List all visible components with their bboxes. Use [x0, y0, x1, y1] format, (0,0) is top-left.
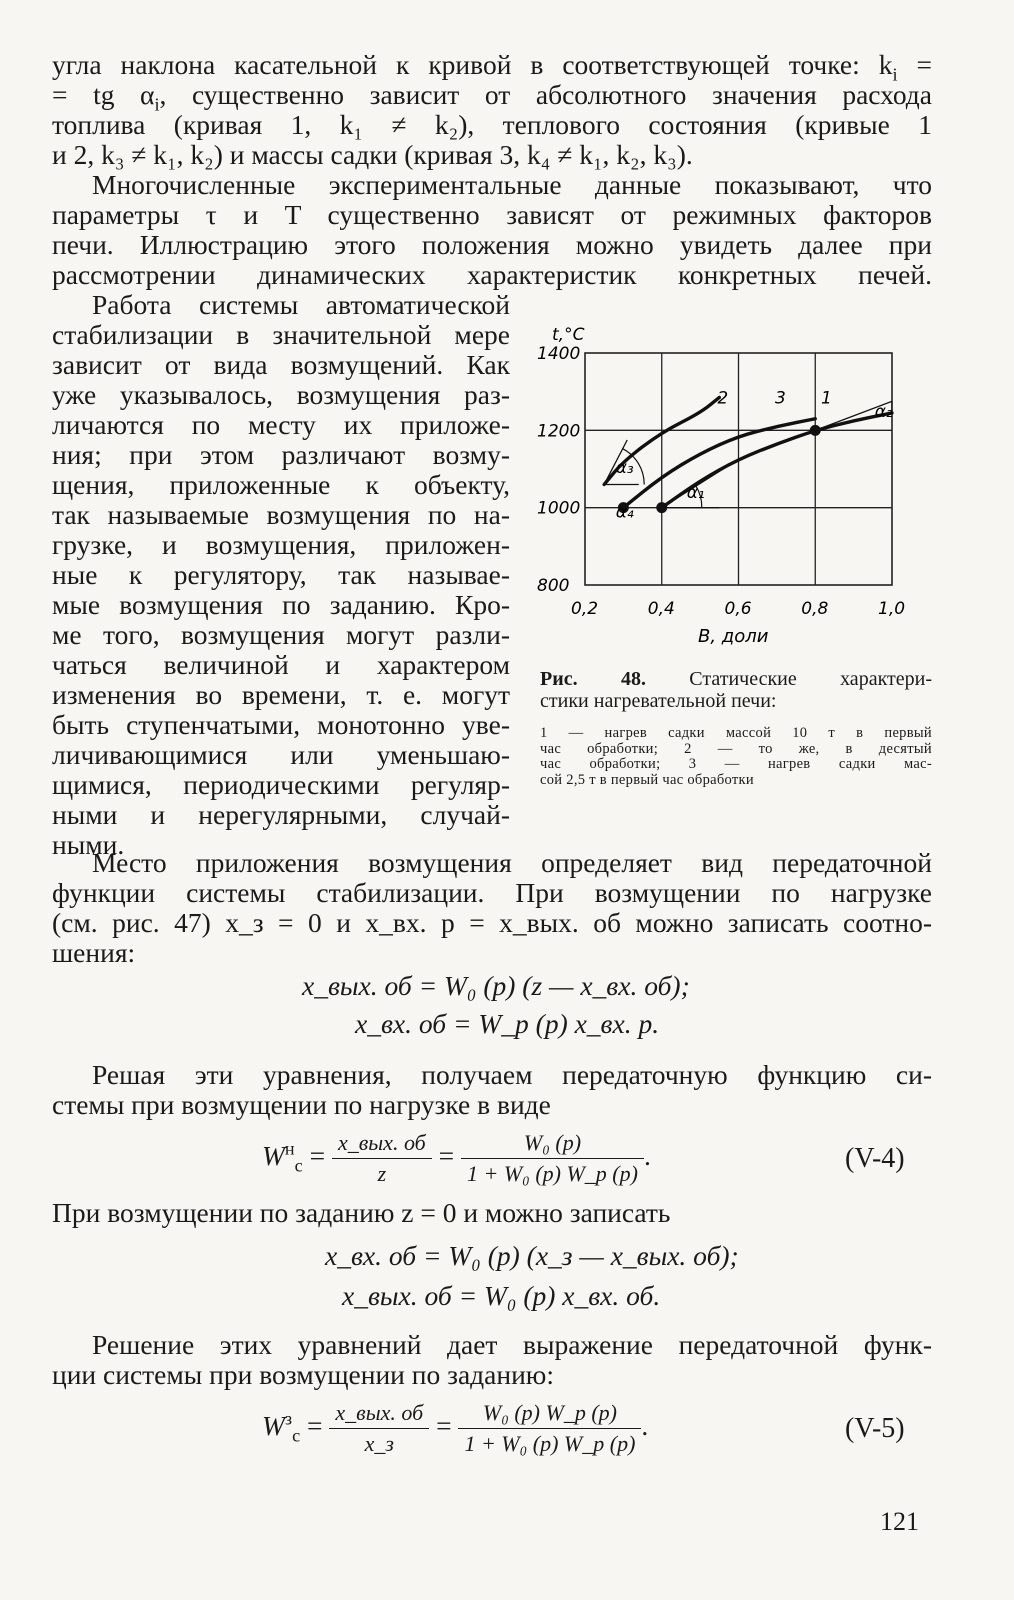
operating-point	[810, 425, 821, 436]
caption-line: Рис. 48. Статические характери-	[540, 668, 932, 690]
fraction: $\frac{\text{W₀ (p) W\_р (p)}}{\text{1 + W₀ (p) W\_р (p)}}$	[458, 1400, 641, 1457]
legend-line: 1 — нагрев садки массой 10 т в первый	[540, 725, 932, 741]
text-line: щения, приложенные к объекту,	[52, 469, 510, 500]
text-line: Решение этих уравнений дает выражение передаточной функ-	[92, 1329, 932, 1360]
page-number: 121	[880, 1507, 919, 1536]
paragraph-2	[52, 170, 932, 290]
text-line: Решая эти уравнения, получаем передаточную функцию си-	[92, 1059, 932, 1090]
text-line: личивающимися или уменьшаю-	[52, 739, 510, 770]
fraction: $\frac{\text{x\_вых. об}}{z}$	[332, 1130, 432, 1187]
heating-furnace-chart	[530, 310, 940, 660]
x-axis-label: B, доли	[698, 626, 769, 647]
text-line: быть ступенчатыми, монотонно уве-	[52, 709, 510, 740]
figure-legend	[540, 726, 932, 788]
x-tick-label: 0,4	[647, 599, 675, 619]
text-line: ции системы при возмущении по заданию:	[52, 1359, 554, 1390]
paragraph-6	[52, 1198, 932, 1228]
equation-v5: $W^з_с$ = $\frac{\text{x\_вых. об}}{x\_з}$ = $\frac{\text{W₀ (p) W\_р (p)}}{\text{1 + W₀ (p) W\_р (p)}}$ .	[262, 1400, 649, 1456]
text-line: так называемые возмущения по на-	[52, 499, 510, 530]
text-line: ными.	[52, 829, 125, 860]
text-line: Работа системы автоматической	[92, 289, 510, 320]
text-line: Многочисленные экспериментальные данные показывают, что	[92, 169, 932, 200]
y-tick-label: 1400	[537, 344, 581, 364]
text-line: стабилизации в значительной мере	[52, 319, 510, 350]
text-line: стемы при возмущении по нагрузке в виде	[52, 1089, 551, 1120]
y-tick-label: 800	[537, 576, 570, 596]
chart-ticks	[537, 344, 905, 619]
text-line: угла наклона касательной к кривой в соответствующей точке: $k_i$ =	[52, 49, 932, 85]
curve-label: 1	[821, 388, 832, 409]
equation-number-v5: (V-5)	[845, 1413, 905, 1444]
equation-3: x_вх. об = W₀ (p) (x_з — x_вых. об);	[325, 1240, 739, 1271]
equation-1: x_вых. об = W₀ (p) (z — x_вх. об);	[302, 970, 690, 1001]
text-line: При возмущении по заданию z = 0 и можно записать	[52, 1197, 671, 1228]
x-tick-label: 1,0	[878, 599, 906, 619]
text-line: мые возмущения по заданию. Кро-	[52, 589, 510, 620]
text-line: печи. Иллюстрацию этого положения можно увидеть далее при	[52, 229, 932, 260]
text-line: (см. рис. 47) x_з = 0 и x_вх. р = x_вых. об можно записать соотно-	[52, 907, 932, 938]
fraction: $\frac{\text{W₀ (p)}}{\text{1 + W₀ (p) W\_р (p)}}$	[461, 1130, 644, 1187]
paragraph-4	[52, 848, 932, 968]
curve-label: 2	[717, 388, 729, 409]
equation-v4: $W^н_с$ = $\frac{\text{x\_вых. об}}{z}$ = $\frac{\text{W₀ (p)}}{\text{1 + W₀ (p) W\_р (p)}}$ .	[262, 1130, 651, 1186]
legend-line: сой 2,5 т в первый час обработки	[540, 771, 754, 788]
x-tick-label: 0,6	[724, 599, 752, 619]
figure-caption	[540, 668, 932, 712]
equation-4: x_вых. об = W₀ (p) x_вх. об.	[342, 1280, 661, 1311]
x-tick-label: 0,8	[801, 599, 829, 619]
angle-label: α₄	[615, 502, 634, 523]
text-line: чаться величиной и характером	[52, 649, 510, 680]
angle-label: α₂	[874, 401, 893, 422]
legend-line: час обработки; 3 — нагрев садки мас-	[540, 756, 932, 772]
curve-3	[623, 419, 815, 508]
text-line: ными и нерегулярными, случай-	[52, 799, 510, 830]
text-line: рассмотрении динамических характеристик конкретных печей.	[52, 259, 932, 290]
legend-line: час обработки; 2 — то же, в десятый	[540, 740, 932, 757]
x-tick-label: 0,2	[571, 599, 599, 619]
equation-2: x_вх. об = W_р (p) x_вх. р.	[355, 1008, 660, 1039]
text-line: параметры τ и T существенно зависят от режимных факторов	[52, 199, 932, 230]
text-line: = tg $\alpha_i$, существенно зависит от абсолютного значения расхода	[52, 79, 932, 115]
text-line: изменения во времени, т. е. могут	[52, 679, 510, 710]
chart-curves	[604, 397, 892, 507]
text-line: и 2, k₃ ≠ k₁, k₂) и массы садки (кривая 3, k₄ ≠ k₁, k₂, k₃).	[52, 139, 693, 170]
equation-number-v4: (V-4)	[845, 1143, 905, 1174]
paragraph-3	[52, 290, 510, 860]
text-line: зависит от вида возмущений. Как	[52, 349, 510, 380]
text-line: уже указывалось, возмущения раз-	[52, 379, 510, 410]
text-line: щимися, периодическими регуляр-	[52, 769, 510, 800]
paragraph-7	[52, 1330, 932, 1390]
text-line: ния; при этом различают возму-	[52, 439, 510, 470]
text-line: ме того, возмущения могут разли-	[52, 619, 510, 650]
text-line: Место приложения возмущения определяет вид передаточной	[92, 847, 932, 878]
caption-prefix: Рис. 48.	[540, 668, 646, 690]
fraction: $\frac{\text{x\_вых. об}}{x\_з}$	[329, 1400, 429, 1457]
top-paragraph	[52, 50, 932, 170]
text-line: функции системы стабилизации. При возмущении по нагрузке	[52, 877, 932, 908]
angle-label: α₁	[686, 483, 705, 503]
angle-label: α₃	[615, 457, 634, 478]
y-axis-label: t,°C	[552, 325, 585, 345]
paragraph-5	[52, 1060, 932, 1120]
text-line: ные к регулятору, так называе-	[52, 559, 510, 590]
text-line: шения:	[52, 937, 136, 968]
caption-line: стики нагревательной печи:	[540, 690, 777, 712]
text-line: топлива (кривая 1, k₁ ≠ k₂), теплового состояния (кривые 1	[52, 109, 932, 140]
text-line: личаются по месту их приложе-	[52, 409, 510, 440]
y-tick-label: 1200	[537, 421, 581, 442]
y-tick-label: 1000	[537, 498, 581, 519]
curve-label: 3	[774, 388, 786, 409]
text-line: грузке, и возмущения, приложен-	[52, 529, 510, 560]
